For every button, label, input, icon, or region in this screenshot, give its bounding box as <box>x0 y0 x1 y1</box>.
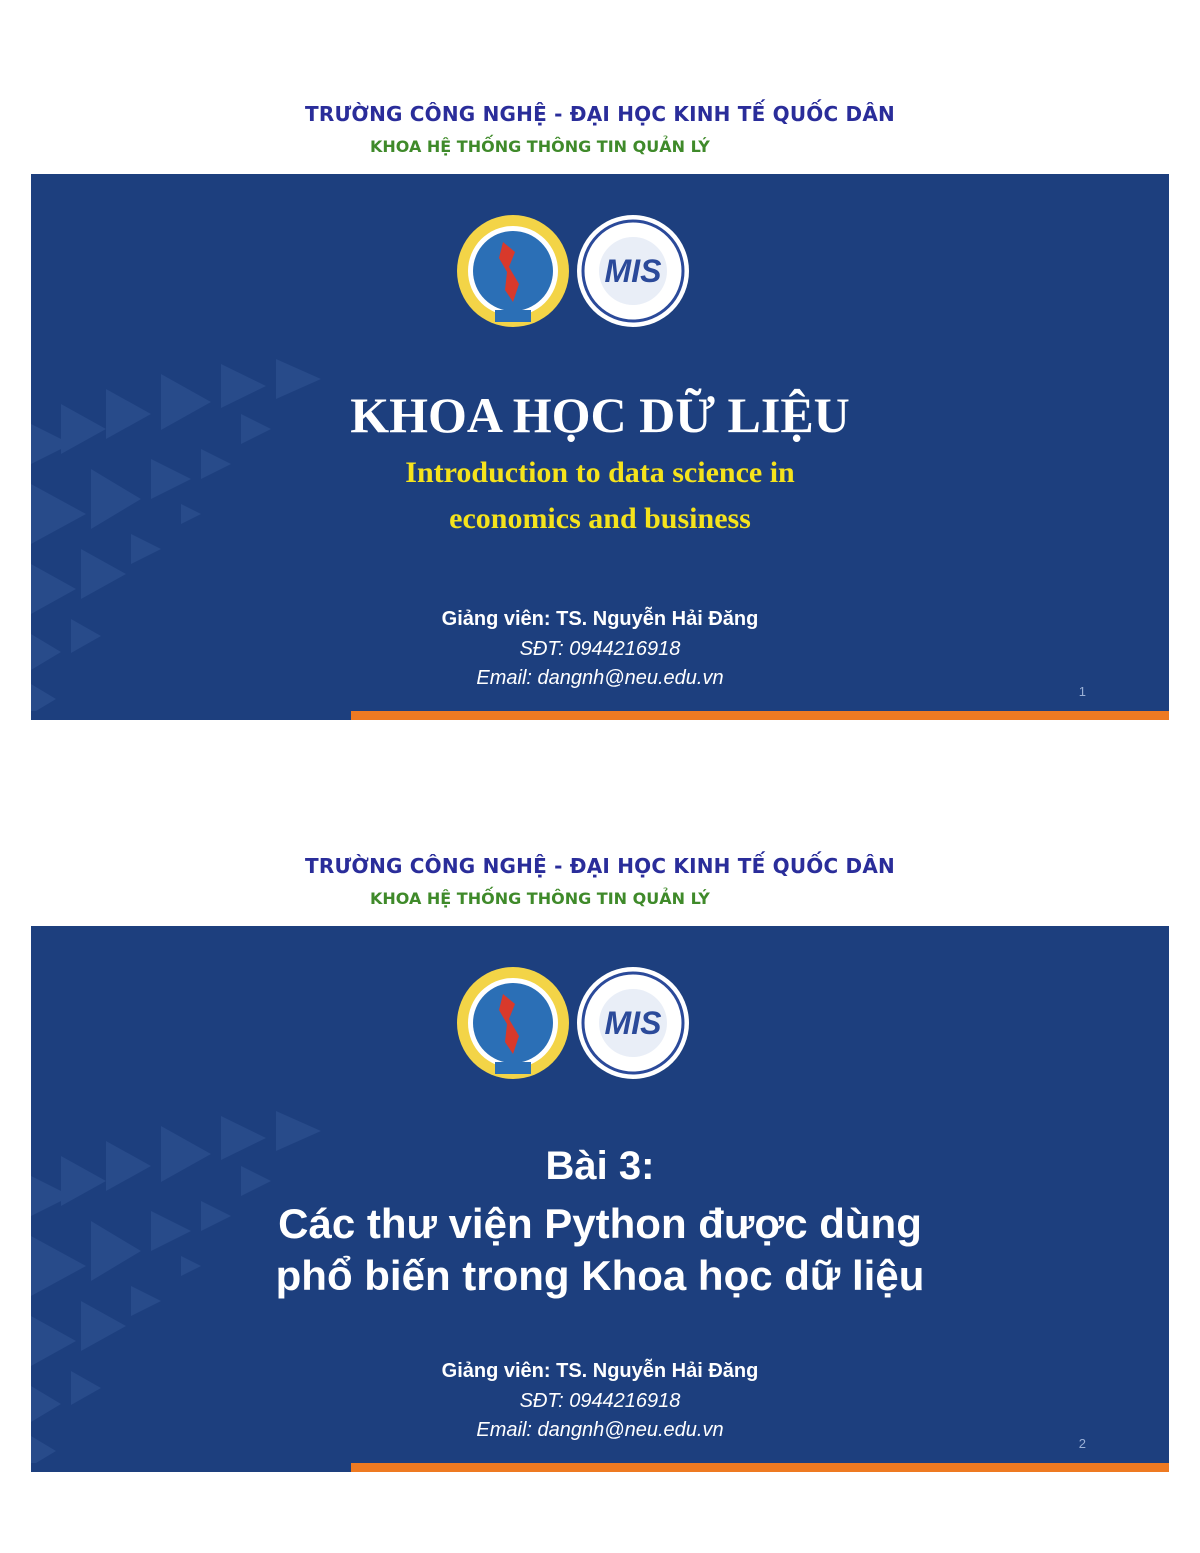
lecturer-phone: SĐT: 0944216918 <box>519 1390 681 1412</box>
lecturer-email: Email: dangnh@neu.edu.vn <box>476 1419 724 1441</box>
svg-text:MIS: MIS <box>604 253 662 289</box>
mis-logo <box>577 215 689 327</box>
slide-title: KHOA HỌC DỮ LIỆU <box>350 387 850 443</box>
faculty-name-1: KHOA HỆ THỐNG THÔNG TIN QUẢN LÝ <box>370 137 710 156</box>
subtitle-line-1: Introduction to data science in <box>405 456 795 489</box>
slide-page-number: 1 <box>1078 684 1086 699</box>
lesson-number: Bài 3: <box>545 1144 655 1188</box>
subtitle-line-2: economics and business <box>449 502 751 535</box>
footer-bar-blue-2 <box>31 1463 351 1472</box>
slide-1 <box>31 174 1169 720</box>
university-logos <box>455 212 695 330</box>
footer-bar-blue-1 <box>31 711 351 720</box>
slide-subtitle <box>31 450 1169 542</box>
slide-page-number: 2 <box>1078 1436 1086 1451</box>
slide-2 <box>31 926 1169 1472</box>
faculty-name-2: KHOA HỆ THỐNG THÔNG TIN QUẢN LÝ <box>370 889 710 908</box>
university-logos <box>455 964 695 1082</box>
lesson-title-line-2: phổ biến trong Khoa học dữ liệu <box>275 1252 925 1299</box>
lesson-title-line-1: Các thư viện Python được dùng <box>278 1200 922 1247</box>
neu-logo <box>457 215 569 327</box>
lecturer-email: Email: dangnh@neu.edu.vn <box>476 667 724 689</box>
school-name-2: TRƯỜNG CÔNG NGHỆ - ĐẠI HỌC KINH TẾ QUỐC DÂN <box>305 854 895 878</box>
lecturer-name: Giảng viên: TS. Nguyễn Hải Đăng <box>441 608 759 630</box>
footer-bar-orange-1 <box>351 711 1169 720</box>
lesson-title <box>31 1198 1169 1302</box>
lecturer-phone: SĐT: 0944216918 <box>519 638 681 660</box>
mis-logo <box>577 967 689 1079</box>
svg-text:MIS: MIS <box>604 1005 662 1041</box>
footer-bar-orange-2 <box>351 1463 1169 1472</box>
neu-logo <box>457 967 569 1079</box>
school-name-1: TRƯỜNG CÔNG NGHỆ - ĐẠI HỌC KINH TẾ QUỐC DÂN <box>305 102 895 126</box>
lecturer-name: Giảng viên: TS. Nguyễn Hải Đăng <box>441 1360 759 1382</box>
